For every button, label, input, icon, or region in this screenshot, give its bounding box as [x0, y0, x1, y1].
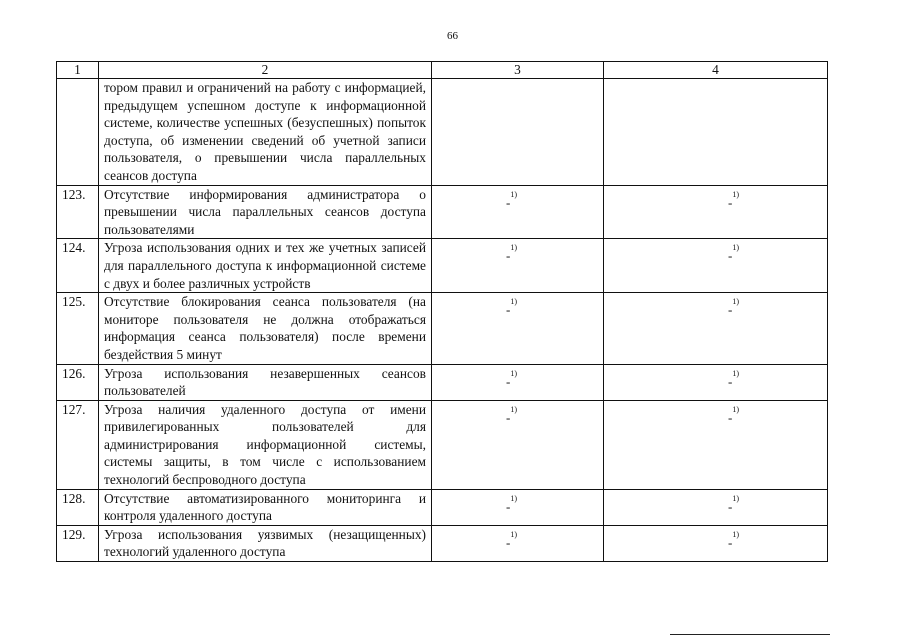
- row-description: Отсутствие блокирования сеанса пользователя (на мониторе пользователя не должна отображаться информация сеанса пользователя) после времени бездействия 5 минут: [99, 293, 432, 364]
- footnote-ref: 1): [510, 297, 517, 307]
- row-description: Отсутствие информирования администратора о превышении числа параллельных сеансов доступа пользователями: [99, 185, 432, 239]
- column-3-cell: [432, 185, 604, 239]
- dash-mark: -: [505, 409, 511, 425]
- column-3-cell: [432, 364, 604, 400]
- table-row: [57, 525, 828, 561]
- row-description: тором правил и ограничений на работу с информацией, предыдущем успешном доступе к информационной системе, количестве успешных (безуспешных) попыток доступа, об изменении сведений об учетной записи пользователя, о превышении числа параллельных сеансов доступа: [99, 79, 432, 186]
- footnote-ref: 1): [510, 493, 517, 503]
- dash-mark: -: [505, 373, 511, 389]
- column-header-2: 2: [99, 62, 432, 79]
- row-number-cell: [57, 79, 99, 186]
- dash-mark: -: [505, 248, 511, 264]
- dash-mark: -: [727, 302, 733, 318]
- column-3-cell: [432, 239, 604, 293]
- column-header-3: 3: [432, 62, 604, 79]
- column-4-cell: [604, 185, 828, 239]
- footnote-ref: 1): [510, 243, 517, 253]
- page-number: 66: [447, 30, 458, 42]
- dash-mark: -: [505, 498, 511, 514]
- table-row: [57, 489, 828, 525]
- column-4-cell: [604, 293, 828, 364]
- dash-mark: -: [727, 534, 733, 550]
- footnote-ref: 1): [510, 189, 517, 199]
- row-number: 128.: [57, 489, 99, 525]
- table-row-continuation: [57, 79, 828, 186]
- table-row: [57, 400, 828, 489]
- dash-mark: -: [727, 248, 733, 264]
- table-row: [57, 293, 828, 364]
- column-header-4: 4: [604, 62, 828, 79]
- column-4-cell: [604, 525, 828, 561]
- dash-mark: -: [505, 534, 511, 550]
- page-divider-line: [670, 634, 830, 635]
- footnote-ref: 1): [732, 493, 739, 503]
- row-description: Угроза наличия удаленного доступа от имени привилегированных пользователей для администрирования информационной системы, системы защиты, в том числе с использованием технологий беспроводного доступа: [99, 400, 432, 489]
- row-number: 123.: [57, 185, 99, 239]
- dash-mark: -: [727, 194, 733, 210]
- row-number: 125.: [57, 293, 99, 364]
- row-description: Угроза использования незавершенных сеансов пользователей: [99, 364, 432, 400]
- row-number: 129.: [57, 525, 99, 561]
- dash-mark: -: [727, 409, 733, 425]
- footnote-ref: 1): [510, 404, 517, 414]
- column-header-1: 1: [57, 62, 99, 79]
- column-4-cell: [604, 364, 828, 400]
- row-description: Отсутствие автоматизированного мониторинга и контроля удаленного доступа: [99, 489, 432, 525]
- footnote-ref: 1): [732, 243, 739, 253]
- footnote-ref: 1): [732, 404, 739, 414]
- dash-mark: -: [727, 498, 733, 514]
- column-3-cell: [432, 489, 604, 525]
- row-number: 124.: [57, 239, 99, 293]
- column-4-cell: [604, 489, 828, 525]
- threats-table: [56, 61, 828, 562]
- column-4-cell: [604, 400, 828, 489]
- column-3-cell: [432, 79, 604, 186]
- footnote-ref: 1): [732, 189, 739, 199]
- footnote-ref: 1): [510, 368, 517, 378]
- table-row: [57, 185, 828, 239]
- dash-mark: -: [505, 302, 511, 318]
- column-4-cell: [604, 239, 828, 293]
- footnote-ref: 1): [732, 368, 739, 378]
- row-number: 126.: [57, 364, 99, 400]
- column-4-cell: [604, 79, 828, 186]
- footnote-ref: 1): [732, 529, 739, 539]
- table-row: [57, 364, 828, 400]
- footnote-ref: 1): [510, 529, 517, 539]
- dash-mark: -: [505, 194, 511, 210]
- footnote-ref: 1): [732, 297, 739, 307]
- column-3-cell: [432, 293, 604, 364]
- table-header-row: [57, 62, 828, 79]
- row-description: Угроза использования уязвимых (незащищенных) технологий удаленного доступа: [99, 525, 432, 561]
- table-row: [57, 239, 828, 293]
- column-3-cell: [432, 525, 604, 561]
- row-number: 127.: [57, 400, 99, 489]
- column-3-cell: [432, 400, 604, 489]
- dash-mark: -: [727, 373, 733, 389]
- row-description: Угроза использования одних и тех же учетных записей для параллельного доступа к информационной системе с двух и более различных устройств: [99, 239, 432, 293]
